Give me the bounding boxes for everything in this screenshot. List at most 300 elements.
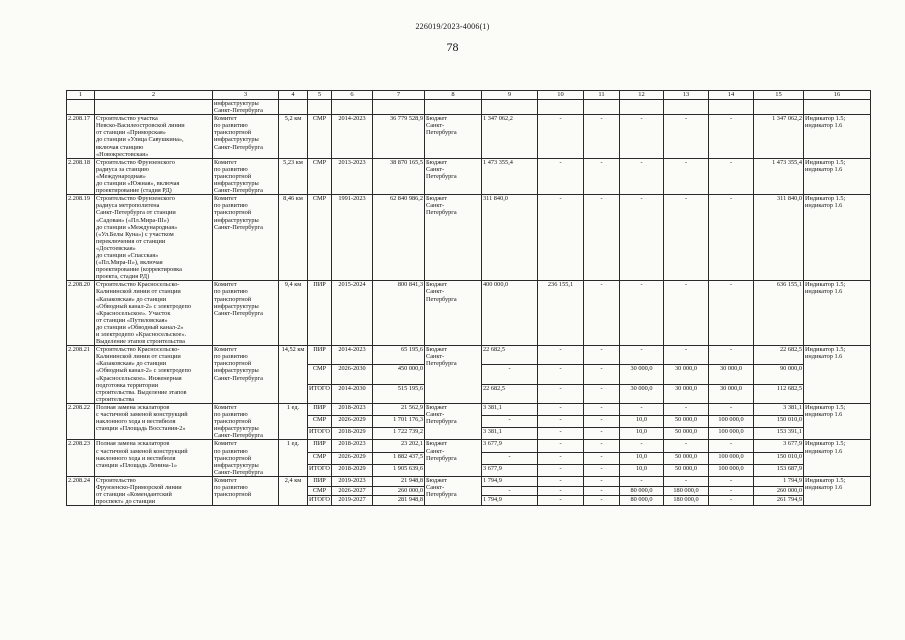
cell-text-line: - (640, 440, 643, 448)
table-cell (332, 365, 373, 384)
page-number: 78 (446, 40, 459, 54)
cell-text-line: ИТОГО (309, 496, 330, 504)
cell-text-line: - (640, 195, 643, 203)
cell-text-line: - (600, 476, 603, 484)
cell-text-line: 2018-2029 (338, 428, 366, 436)
table-cell (332, 464, 373, 476)
cell-text-line: Санкт- (426, 411, 445, 419)
cell-text-line: ИТОГО (309, 384, 330, 392)
cell-text-line: («Пл.Мира-II»), включая (96, 259, 163, 267)
cell-text-line: Индикатор 1.5; (805, 195, 846, 203)
cell-text-line: 3 677,9 (783, 440, 802, 448)
cell-text-line: 2013-2023 (338, 158, 366, 166)
cell-text-line: 2.208.21 (68, 346, 91, 354)
cell-text-line: - (559, 496, 562, 504)
cell-text-line: 260 000,0 (397, 486, 423, 494)
table-cell (425, 158, 482, 194)
cell-text-line: Комитет (214, 195, 237, 203)
cell-text-line: Бюджет (426, 440, 448, 448)
table-cell (754, 416, 804, 428)
table-cell (373, 476, 425, 486)
cell-text-line: - (559, 440, 562, 448)
table-cell (664, 158, 709, 194)
table-cell (664, 281, 709, 346)
table-cell (664, 464, 709, 476)
cell-text-line: 5,2 км (284, 115, 302, 123)
table-cell (213, 476, 279, 505)
table-cell (709, 440, 754, 452)
table-cell (664, 365, 709, 384)
table-cell (754, 486, 804, 496)
table-cell (584, 464, 620, 476)
cell-text-line: с частичной заменой конструкций (96, 447, 188, 455)
table-cell (425, 115, 482, 159)
table-cell (620, 476, 664, 486)
cell-text-line: 30 000,0 (630, 365, 653, 373)
cell-text-line: по развитию (214, 353, 248, 361)
cell-text-line: 10,0 (635, 428, 648, 436)
cell-text-line: Санкт-Петербурга (214, 187, 263, 195)
cell-text-line: 2.208.24 (68, 476, 91, 484)
cell-text-line: ИТОГО (309, 464, 330, 472)
table-cell (538, 476, 584, 486)
table-cell (584, 346, 620, 365)
cell-text-line: 2026-2029 (338, 416, 366, 424)
table-cell (213, 440, 279, 476)
cell-text-line: Петербурга (426, 491, 457, 499)
cell-text-line: транспортной (214, 129, 252, 137)
cell-text-line: ПИР (313, 346, 326, 354)
table-cell (67, 100, 95, 115)
table-cell (754, 452, 804, 464)
cell-text-line: - (684, 440, 688, 448)
cell-text-line: 21 562,9 (400, 403, 423, 411)
cell-text-line: 30 000,0 (719, 365, 743, 373)
cell-text-line: 153 687,9 (776, 464, 802, 472)
cell-text-line: 1 882 437,5 (393, 452, 423, 460)
table-cell (804, 476, 871, 505)
table-cell (709, 281, 754, 346)
cell-text-line: - (729, 158, 733, 166)
cell-text-line: 100 000,0 (718, 464, 744, 472)
cell-text-line: ИТОГО (309, 428, 330, 436)
table-cell (332, 496, 373, 506)
table-cell (754, 365, 804, 384)
table-cell (620, 416, 664, 428)
table-cell (804, 281, 871, 346)
table-body (67, 91, 871, 506)
cell-text-line: по развитию (214, 447, 248, 455)
cell-text-line: «Красносельское». Участок (96, 309, 171, 317)
table-cell (95, 100, 213, 115)
cell-text-line: - (508, 486, 511, 494)
cell-text-line: до станции «Спасская» (96, 251, 159, 259)
cell-text-line: - (684, 476, 688, 484)
cell-text-line: Комитет (214, 346, 237, 354)
cell-text-line: «Обводный канал-2» с электродепо (96, 367, 191, 375)
cell-text-line: - (559, 464, 562, 472)
table-cell (538, 346, 584, 365)
cell-text-line: «Обводный канал-2» с электродепо (96, 302, 191, 310)
table-cell (754, 440, 804, 452)
cell-text-line: наклонного хода и вестибюля (96, 418, 176, 426)
cell-text-line: и электродепо «Красносельское». (96, 331, 187, 338)
cell-text-line: - (600, 384, 603, 392)
table-cell (538, 158, 584, 194)
cell-text-line: по развитию (214, 411, 248, 419)
table-cell (709, 403, 754, 415)
cell-text-line: Невско-Василеостровской линии (96, 122, 185, 130)
cell-text-line: 8,46 км (283, 195, 303, 203)
table-cell (584, 195, 620, 281)
table-cell (308, 476, 332, 486)
table-cell (373, 195, 425, 281)
cell-text-line: Строительство Красносельско- (96, 281, 180, 289)
cell-text-line: транспортной (214, 295, 252, 303)
cell-text-line: Строительство (96, 476, 136, 484)
cell-text-line: проектирование (корректировка (96, 266, 182, 274)
cell-text-line: Полная замена эскалаторов (96, 440, 170, 448)
cell-text-line: до станции «Международная» (96, 223, 178, 231)
cell-text-line: инфраструктуры (214, 100, 259, 107)
cell-text-line: - (600, 195, 603, 203)
table-cell (332, 440, 373, 452)
cell-text-line: 2018-2023 (338, 403, 366, 411)
table-cell (373, 428, 425, 440)
table-cell (332, 195, 373, 281)
cell-text-line: инфраструктуры (214, 302, 259, 310)
cell-text-line: 100 000,0 (718, 452, 744, 460)
table-cell (67, 195, 95, 281)
table-cell (620, 464, 664, 476)
cell-text-line: - (508, 452, 511, 460)
table-cell (308, 403, 332, 415)
table-cell (482, 416, 538, 428)
cell-text-line: 5,23 км (283, 158, 303, 166)
cell-text-line: Строительство Фрунзенского (96, 158, 175, 166)
cell-text-line: 311 840,0 (777, 195, 802, 203)
table-cell (804, 100, 871, 115)
table-cell (67, 281, 95, 346)
cell-text-line: 3 381,1 (483, 403, 502, 411)
cell-text-line: индикатор 1.6 (805, 165, 843, 173)
cell-text-line: станции «Площадь Ленина-1» (96, 461, 178, 469)
cell-text-line: инфраструктуры (214, 425, 259, 433)
cell-text-line: 80 000,0 (630, 486, 653, 494)
table-cell (213, 100, 279, 115)
cell-text-line: 50 000,0 (674, 464, 698, 472)
cell-text-line: Комитет (214, 440, 237, 448)
cell-text-line: 38 870 165,5 (389, 158, 423, 166)
table-cell (538, 115, 584, 159)
cell-text-line: - (559, 346, 562, 354)
table-cell (620, 452, 664, 464)
table-cell (279, 346, 308, 404)
table-cell (373, 365, 425, 384)
cell-text-line: с частичной заменой конструкций (96, 411, 188, 419)
table-cell (482, 496, 538, 506)
cell-text-line: Санкт-Петербурга (214, 468, 263, 476)
column-number: 12 (620, 91, 664, 100)
table-cell (308, 464, 332, 476)
table-cell (584, 440, 620, 452)
cell-text-line: Комитет (214, 476, 237, 484)
table-cell (538, 281, 584, 346)
table-cell (709, 464, 754, 476)
cell-text-line: - (640, 115, 643, 123)
cell-text-line: 1 794,9 (783, 476, 802, 484)
cell-text-line: 3 677,9 (483, 440, 502, 448)
cell-text-line: 2.208.19 (68, 195, 91, 203)
table-cell (95, 403, 213, 439)
cell-text-line: 153 391,1 (776, 428, 802, 436)
cell-text-line: - (600, 496, 603, 504)
cell-text-line: - (600, 452, 603, 460)
table-cell (67, 346, 95, 404)
cell-text-line: Санкт-Петербурга (214, 143, 263, 151)
column-number: 1 (67, 91, 95, 100)
table-cell (279, 440, 308, 476)
cell-text-line: 22 682,5 (483, 346, 506, 354)
table-cell (332, 486, 373, 496)
table-cell (584, 403, 620, 415)
table-cell (538, 416, 584, 428)
cell-text-line: Строительство Фрунзенского (96, 195, 175, 203)
table-cell (332, 476, 373, 486)
cell-text-line: 50 000,0 (674, 452, 698, 460)
table-cell (332, 281, 373, 346)
table-cell (804, 195, 871, 281)
cell-text-line: 800 841,3 (397, 281, 423, 289)
cell-text-line: - (559, 428, 562, 436)
cell-text-line: - (729, 476, 733, 484)
table-cell (279, 403, 308, 439)
cell-text-line: проекта, стадия РД) (96, 273, 150, 281)
cell-text-line: - (600, 158, 603, 166)
cell-text-line: - (729, 195, 733, 203)
cell-text-line: - (559, 158, 562, 166)
table-cell (308, 496, 332, 506)
cell-text-line: 400 000,0 (483, 281, 509, 289)
table-cell (709, 452, 754, 464)
cell-text-line: Бюджет (426, 195, 448, 203)
cell-text-line: Индикатор 1.5; (805, 476, 846, 484)
table-cell (538, 486, 584, 496)
cell-text-line: Калининской линии от станции (96, 353, 181, 361)
table-cell (373, 100, 425, 115)
column-number: 15 (754, 91, 804, 100)
table-cell (584, 281, 620, 346)
cell-text-line: 2.208.22 (68, 403, 91, 411)
table-cell (482, 100, 538, 115)
cell-text-line: инфраструктуры (214, 367, 259, 375)
cell-text-line: 281 948,8 (397, 496, 423, 504)
cell-text-line: - (600, 486, 603, 494)
cell-text-line: Комитет (214, 158, 237, 166)
cell-text-line: до станции «Улица Савушкина», (96, 136, 184, 144)
table-cell (538, 464, 584, 476)
table-cell (754, 403, 804, 415)
cell-text-line: инфраструктуры (214, 180, 259, 188)
cell-text-line: Санкт-Петербурга (214, 223, 263, 231)
table-cell (664, 346, 709, 365)
table-cell (804, 158, 871, 194)
table-cell (95, 346, 213, 404)
table-cell (213, 403, 279, 439)
cell-text-line: 10,0 (635, 452, 648, 460)
table-cell (754, 476, 804, 486)
table-cell (538, 195, 584, 281)
cell-text-line: Санкт-Петербурга от станции (96, 209, 176, 217)
table-cell (538, 440, 584, 452)
cell-text-line: по развитию (214, 122, 248, 130)
cell-text-line: 22 682,5 (483, 384, 506, 392)
table-cell (584, 496, 620, 506)
cell-text-line: - (640, 476, 643, 484)
table-cell (95, 158, 213, 194)
table-cell (584, 158, 620, 194)
cell-text-line: 1 ед. (286, 403, 300, 411)
cell-text-line: 30 000,0 (719, 384, 743, 392)
table-cell (620, 486, 664, 496)
table-cell (373, 346, 425, 365)
cell-text-line: Фрунзенско-Приморской линии (96, 483, 182, 491)
table-cell (279, 281, 308, 346)
cell-text-line: 112 682,5 (777, 384, 802, 392)
cell-text-line: транспортной (214, 360, 252, 368)
table-cell (584, 100, 620, 115)
table-row (67, 158, 871, 194)
table-cell (538, 384, 584, 403)
table-cell (279, 158, 308, 194)
cell-text-line: инфраструктуры (214, 136, 259, 144)
table-cell (754, 428, 804, 440)
cell-text-line: - (559, 365, 562, 373)
table-cell (67, 476, 95, 505)
table-cell (620, 440, 664, 452)
table-row (67, 440, 871, 452)
cell-text-line: - (729, 115, 733, 123)
cell-text-line: 2018-2029 (338, 464, 366, 472)
cell-text-line: Полная замена эскалаторов (96, 403, 170, 411)
table-cell (425, 100, 482, 115)
cell-text-line: - (600, 365, 603, 373)
table-cell (308, 195, 332, 281)
table-cell (754, 195, 804, 281)
table-cell (709, 496, 754, 506)
table-cell (373, 452, 425, 464)
cell-text-line: 2019-2027 (338, 496, 366, 504)
cell-text-line: по развитию (214, 165, 248, 173)
cell-text-line: по развитию (214, 483, 248, 491)
cell-text-line: 2015-2024 (338, 281, 366, 289)
cell-text-line: - (640, 403, 643, 411)
cell-text-line: индикатор 1.6 (805, 353, 843, 361)
cell-text-line: 236 155,1 (547, 281, 574, 289)
table-cell (95, 440, 213, 476)
table-row (67, 403, 871, 415)
cell-text-line: «Казаковская» до станции (96, 360, 167, 368)
cell-text-line: 1 473 355,4 (772, 158, 802, 166)
cell-text-line: - (600, 115, 603, 123)
cell-text-line: ПИР (313, 440, 326, 448)
cell-text-line: 90 000,0 (779, 365, 802, 373)
table-cell (664, 486, 709, 496)
cell-text-line: «Казаковская» до станции (96, 295, 167, 303)
cell-text-line: Санкт- (426, 483, 445, 491)
cell-text-line: радиуса за станцию (96, 165, 149, 173)
cell-text-line: Петербурга (426, 129, 457, 137)
cell-text-line: - (559, 115, 562, 123)
cell-text-line: - (640, 346, 643, 354)
table-cell (709, 476, 754, 486)
cell-text-line: инфраструктуры (214, 461, 259, 469)
table-cell (709, 158, 754, 194)
table-cell (584, 476, 620, 486)
cell-text-line: 3 381,1 (783, 403, 802, 411)
table-cell (538, 403, 584, 415)
cell-text-line: 2026-2029 (338, 452, 366, 460)
table-cell (482, 158, 538, 194)
table-cell (620, 281, 664, 346)
column-number: 3 (213, 91, 279, 100)
table-cell (373, 464, 425, 476)
cell-text-line: транспортной (214, 209, 252, 217)
cell-text-line: - (600, 428, 603, 436)
cell-text-line: - (559, 476, 562, 484)
column-number: 9 (482, 91, 538, 100)
cell-text-line: индикатор 1.6 (805, 447, 843, 455)
table-cell (709, 416, 754, 428)
cell-text-line: Выделение этапов строительства (96, 338, 185, 346)
table-cell (709, 100, 754, 115)
cell-text-line: 2014-2030 (338, 384, 366, 392)
cell-text-line: - (684, 403, 688, 411)
table-cell (332, 115, 373, 159)
cell-text-line: проспект» до станции (96, 498, 156, 506)
table-cell (664, 195, 709, 281)
table-cell (709, 365, 754, 384)
column-number: 11 (584, 91, 620, 100)
cell-text-line: СМР (312, 416, 327, 424)
column-number: 16 (804, 91, 871, 100)
cell-text-line: Петербурга (426, 172, 457, 180)
cell-text-line: Санкт- (426, 202, 445, 210)
table-cell (482, 440, 538, 452)
cell-text-line: 1 ед. (286, 440, 300, 448)
cell-text-line: от станции «Путиловская» (96, 316, 168, 324)
table-cell (373, 115, 425, 159)
cell-text-line: транспортной (214, 454, 252, 462)
cell-text-line: 50 000,0 (674, 428, 698, 436)
cell-text-line: Бюджет (426, 346, 448, 354)
table-cell (279, 115, 308, 159)
table-cell (584, 416, 620, 428)
cell-text-line: по развитию (214, 288, 248, 296)
table-cell (95, 115, 213, 159)
table-cell (754, 346, 804, 365)
cell-text-line: Санкт-Петербурга (214, 309, 263, 317)
table-cell (664, 496, 709, 506)
table-cell (332, 428, 373, 440)
cell-text-line: Санкт-Петербурга (214, 432, 263, 440)
cell-text-line: транспортной (214, 491, 252, 499)
column-number: 4 (279, 91, 308, 100)
cell-text-line: - (640, 158, 643, 166)
cell-text-line: 2026-2027 (338, 486, 366, 494)
cell-text-line: 100 000,0 (718, 416, 744, 424)
table-cell (538, 496, 584, 506)
